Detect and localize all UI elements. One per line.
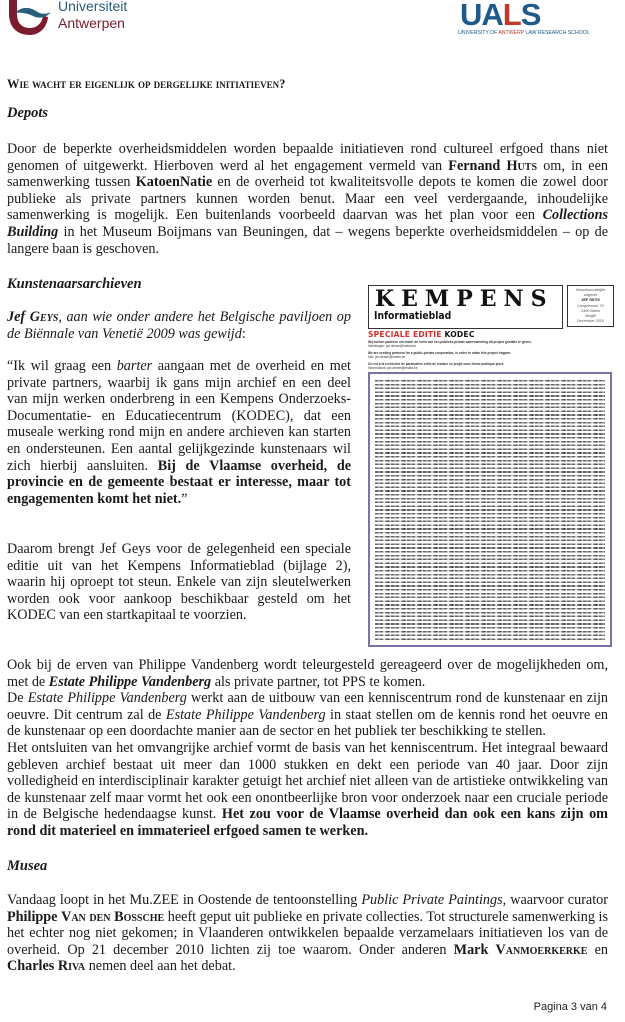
section-title-kunstenaarsarchieven: Kunstenaarsarchieven bbox=[7, 276, 142, 292]
text: Wij zoeken partners om onder de vorm van een publieke-private samenwerking dit project gestalte te geven. bbox=[368, 340, 532, 344]
text: : bbox=[241, 325, 246, 342]
text: en de overheid tot kwaliteitsvolle depots te komen die zowel door publieke als private partners kunnen worden benut. Maar een veel verdergaande, inhoudelijke samenwerking is mogelijk. Een buitenlands voorbeeld daarvan was het plan voor een bbox=[7, 174, 608, 224]
text: als private partner, tot PPS te komen. bbox=[211, 673, 426, 690]
dense-text-pattern bbox=[375, 379, 605, 640]
text: Philippe bbox=[7, 908, 62, 925]
publisher-line: Langvennen 79 bbox=[577, 303, 604, 308]
text: Huts bbox=[506, 157, 538, 174]
text: Mark bbox=[453, 941, 496, 958]
text: aangaan met de overheid en met private partners, waarbij ik gans mijn archief en een deel van mijn werken onderbreng in een Kempens Onderzoeks- Documentatie- en Educatiecentrum (KODEC), dat een museale werking rond mijn en andere archieven kan starten en ondersteunen. Een aantal gelijkgezinde kunstenaars wil zich hierbij aansluiten. bbox=[7, 358, 351, 474]
publisher-line: Verantwoordelijke bbox=[575, 288, 606, 292]
uals-a: A bbox=[481, 0, 503, 32]
text: Ook bij de erven van Philippe Vandenberg wordt teleurgesteld gereageerd over de mogelijkheden om, met de bbox=[7, 657, 608, 690]
publisher-line: 2490 Balen bbox=[580, 308, 601, 313]
estate-vandenberg-italic: Estate Philippe Vandenberg bbox=[27, 690, 187, 706]
partners-item bbox=[368, 362, 614, 370]
name-jef-geys bbox=[7, 309, 58, 325]
uals-sub-after: LAW RESEARCH SCHOOL bbox=[524, 30, 590, 36]
vandenberg-paragraph-3 bbox=[7, 740, 608, 840]
partners-item bbox=[368, 340, 614, 348]
text: Vandaag loopt in het Mu.ZEE in Oostende de tentoonstelling bbox=[7, 892, 362, 908]
vandenberg-paragraph-2 bbox=[7, 690, 608, 740]
musea-paragraph bbox=[7, 892, 608, 975]
text: We are seeking partners for a public-private cooperation, in order to make this project happen. bbox=[368, 351, 512, 355]
geys-quote bbox=[7, 358, 351, 507]
section-title-musea: Musea bbox=[7, 858, 48, 874]
uals-sub-red: ANTWERP bbox=[498, 30, 525, 36]
text: “Ik wil graag een bbox=[7, 358, 117, 374]
publisher-line: JEF GEYS bbox=[581, 298, 600, 303]
text: in het Museum Boijmans van Beuningen, dat – wegens beperkte overheidsmiddelen – op de langere baan is geschoven. bbox=[7, 223, 608, 257]
section-title-depots: Depots bbox=[7, 105, 49, 121]
uals-logo bbox=[458, 0, 618, 40]
text: Jef bbox=[7, 309, 30, 325]
text: Informations: jan.denee@mskta.be bbox=[368, 366, 418, 370]
text: Riva bbox=[57, 958, 86, 975]
speciale-editie-label bbox=[368, 330, 475, 339]
text: werkt aan de uitbouw van een kenniscentrum rond de kunstenaar en zijn oeuvre. Dit centrum zal de bbox=[7, 690, 608, 723]
uals-l: L bbox=[502, 0, 521, 32]
uals-acronym bbox=[460, 0, 540, 30]
text: heeft geput uit publieke en private collecties. Tot structurele samenwerking is het echter nog niet gekomen; in Vlaanderen ontwikkelen bepaalde verzamelaars initiatieven los van de overheid. Op 21 december 2010 lichten zij toe waarom. Onder anderen bbox=[7, 908, 608, 958]
name-vanmoerkerke bbox=[454, 942, 588, 958]
text: Het ontsluiten van het omvangrijke archief vormt de basis van het kenniscentrum. Het integraal bewaard gebleven archief bestaat uit meer dan 1000 stukken en dekt een periode van 40 jaar. Door zijn volledigheid en interdisciplinair karakter getuigt het archief niet alleen van de artistieke ontwikkeling van de kunstenaar zelf maar vormt het ook een onontbeerlijke bron voor onderzoek naar een cruciale periode in de Belgische hedendaagse kunst. bbox=[7, 740, 608, 823]
text: in staat stellen om de kennis rond het oeuvre en de kunstenaar op een doordachte manier aan de sector en het publiek ter beschikking te stellen. bbox=[7, 706, 609, 740]
universiteit-antwerpen-logo bbox=[6, 0, 156, 36]
text: Charles bbox=[7, 958, 58, 975]
publisher-line: uitgever bbox=[583, 293, 598, 298]
text: Geys bbox=[29, 309, 59, 325]
ua-emblem-icon bbox=[6, 0, 54, 36]
barter-italic: barter bbox=[116, 358, 153, 374]
partners-notice bbox=[368, 340, 614, 373]
publisher-line: België bbox=[585, 314, 596, 319]
depots-paragraph bbox=[7, 141, 608, 257]
ua-logo-line1: Universiteit bbox=[58, 0, 128, 14]
text: en bbox=[587, 941, 608, 958]
text: De bbox=[7, 690, 28, 706]
geys-intro bbox=[7, 309, 351, 342]
publisher-box bbox=[567, 285, 614, 327]
uals-s: S bbox=[520, 0, 541, 32]
partners-item bbox=[368, 351, 614, 359]
uals-u: U bbox=[460, 0, 482, 32]
collections-building: Collections Building bbox=[7, 207, 608, 240]
estate-vandenberg-bold: Estate Philippe Vandenberg bbox=[48, 673, 212, 690]
uals-sub-before: UNIVERSITY OF bbox=[458, 30, 499, 36]
name-riva bbox=[7, 958, 85, 974]
text: SPECIALE EDITIE bbox=[368, 330, 442, 339]
text: Fernand bbox=[448, 157, 507, 174]
kempens-informatieblad-image bbox=[367, 284, 617, 650]
vandenberg-bold-statement: Het zou voor de Vlaamse overheid dan ook een kans zijn om rond dit materieel en immaterieel erfgoed samen te werken. bbox=[7, 806, 608, 839]
text: om, in een samenwerking tussen bbox=[7, 157, 608, 191]
uals-subtitle bbox=[458, 30, 590, 36]
page-number: Pagina 3 van 4 bbox=[533, 1001, 607, 1013]
text: , aan wie onder andere het Belgische paviljoen op de Biënnale van Venetië 2009 was gewijd bbox=[7, 309, 351, 342]
name-fernand-huts bbox=[448, 158, 537, 174]
page-heading: Wie wacht er eigenlijk op dergelijke initiatieven? bbox=[7, 77, 286, 91]
exhibition-title: Public Private Paintings bbox=[361, 892, 503, 908]
vandenberg-paragraph-1 bbox=[7, 657, 608, 690]
geys-paragraph-2: Daarom brengt Jef Geys voor de gelegenheid een speciale editie uit van het Kempens Informatieblad (bijlage 2), waarin hij oproept tot steun. Enkele van zijn sleutelwerken worden ook voor aankoop beschikbaar gesteld om het KODEC van een startkapitaal te voorzien. bbox=[7, 541, 351, 624]
kempens-masthead bbox=[368, 285, 563, 329]
name-katoennatie: KatoenNatie bbox=[135, 174, 213, 191]
publisher-line: December 2010 bbox=[576, 319, 605, 324]
text: ” bbox=[181, 490, 188, 507]
estate-vandenberg-italic: Estate Philippe Vandenberg bbox=[165, 706, 326, 723]
text: Info: jan.denee@mskta.be bbox=[368, 355, 406, 359]
text: , waarvoor curator bbox=[502, 892, 608, 908]
text: nemen deel aan het debat. bbox=[85, 958, 236, 975]
kempens-subtitle: Informatieblad bbox=[374, 310, 452, 322]
name-van-den-bossche bbox=[7, 909, 164, 925]
text: Van den Bossche bbox=[61, 908, 165, 925]
text: Door de beperkte overheidsmiddelen worden bepaalde initiatieven rond cultureel erfgoed thans niet genomen of uitgewerkt. Hierboven werd al het engagement vermeld van bbox=[7, 141, 608, 174]
text: Vanmoerkerke bbox=[495, 941, 588, 958]
ua-logo-line2: Antwerpen bbox=[58, 15, 125, 31]
kempens-title: KEMPENS bbox=[375, 286, 554, 312]
ua-logo-text bbox=[58, 0, 127, 32]
names-textblock bbox=[368, 372, 612, 647]
text: On est à la recherche de partenaires enfin de realiser ce projet sous forme publique-privé. bbox=[368, 362, 505, 366]
text: Inlichtingen: jan.denee@mskta.be bbox=[368, 344, 417, 348]
quote-bold: Bij de Vlaamse overheid, de provincie en de gemeente bestaat er interesse, maar tot engagementen komt het niet. bbox=[7, 457, 352, 507]
text: KODEC bbox=[441, 330, 475, 339]
